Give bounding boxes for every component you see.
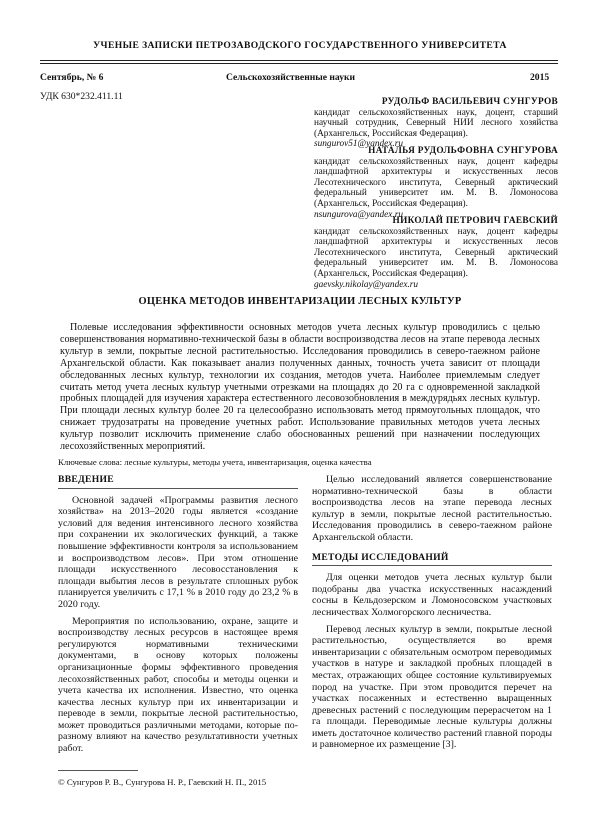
right-column [312,474,552,756]
footnote-rule [58,770,138,771]
udk-code: УДК 630*232.411.11 [40,91,123,102]
section-heading: ВВЕДЕНИЕ [58,474,298,489]
header-rule-bottom [40,63,558,64]
journal-title: УЧЕНЫЕ ЗАПИСКИ ПЕТРОЗАВОДСКОГО ГОСУДАРСТВЕННОГО УНИВЕРСИТЕТА [93,40,507,51]
paragraph: Основной задачей «Программы развития лесного хозяйства» на 2013–2020 годы является «создание условий для ведения интенсивного лесного хозяйства при сохранении их экологических функций, а также повышение эффективности контроля за использованием и воспроизводством лесов». При этом отношение площади искусственного лесовосстановления к площади выбытия лесов в результате сплошных рубок планируется увеличить с 17,1 % в 2010 году до 23,2 % в 2020 году. [58,494,298,610]
author-name: РУДОЛЬФ ВАСИЛЬЕВИЧ СУНГУРОВ [381,97,558,107]
paragraph: Целью исследований является совершенствование нормативно-технической базы в области воспроизводства лесов на этапе перевода лесных культур в земли, покрытые лесной растительностью. Исследования проводились в северо-таежном районе Архангельской области. [312,474,552,543]
field-label: Сельскохозяйственные науки [226,72,356,83]
left-column [58,474,298,760]
author-email: sungurov51@yandex.ru [314,139,404,150]
section-heading: МЕТОДЫ ИССЛЕДОВАНИЙ [312,552,552,567]
author-affiliation: кандидат сельскохозяйственных наук, доцент кафедры ландшафтной архитектуры и искусственных лесов Лесотехнического института, Северный арктический федеральный университет им. М. В. Ломоносова (Архангельск, Российская Федерация). [314,226,558,279]
keywords: Ключевые слова: лесные культуры, методы учета, инвентаризация, оценка качества [58,457,372,467]
author-affiliation: кандидат сельскохозяйственных наук, доцент кафедры ландшафтной архитектуры и искусственных лесов Лесотехнического института, Северный арктический федеральный университет им. М. В. Ломоносова (Архангельск, Российская Федерация). [314,156,558,209]
author-email: gaevsky.nikolay@yandex.ru [314,279,419,290]
year-label: 2015 [530,72,550,83]
paragraph: Для оценки методов учета лесных культур были подобраны два участка искусственных насаждений сосны в Кельдозерском и Ломоносовском участковых лесничествах Холмогорского лесничества. [312,572,552,618]
paragraph: Перевод лесных культур в земли, покрытые лесной растительностью, осуществляется во время инвентаризации с обязательным осмотром переводимых участков в натуре и закладкой пробных площадей в местах, отражающих общее состояние культивируемых пород на участке. При этом проводится перечет на участках посаженных и естественно выращенных древесных растений с последующим перерасчетом на 1 га площади. Переводимые лесные культуры должны иметь достаточное количество растений главной породы и равномерное их размещение [3]. [312,623,552,751]
author-affiliation: кандидат сельскохозяйственных наук, доцент, старший научный сотрудник, Северный НИИ лесного хозяйства (Архангельск, Российская Федерация). [314,107,558,139]
author-block [314,216,558,290]
header-rule-top [40,60,558,61]
author-block [314,97,558,150]
article-title: ОЦЕНКА МЕТОДОВ ИНВЕНТАРИЗАЦИИ ЛЕСНЫХ КУЛЬТУР [138,296,462,307]
author-block [314,146,558,220]
author-name: НИКОЛАЙ ПЕТРОВИЧ ГАЕВСКИЙ [392,216,558,226]
copyright-note: © Сунгуров Р. В., Сунгурова Н. Р., Гаевский Н. П., 2015 [58,777,267,787]
issue-label: Сентябрь, № 6 [40,72,104,83]
paragraph: Мероприятия по использованию, охране, защите и воспроизводству лесных ресурсов в настоящее время регулируются нормативными техническими документами, в основу которых положены организационные формы эффективного проведения лесохозяйственных работ, способы и методы оценки и учета качества их исполнения. Известно, что оценка качества лесных культур при их инвентаризации и переводе в земли, покрытые лесной растительностью, может проводиться различными методами, которые по-разному влияют на качество результативности учетных работ. [58,615,298,755]
author-name: НАТАЛЬЯ РУДОЛЬФОВНА СУНГУРОВА [368,146,558,156]
author-email: nsungurova@yandex.ru [314,209,404,220]
abstract: Полевые исследования эффективности основных методов учета лесных культур проводились с целью совершенствования нормативно-технической базы в области воспроизводства лесов на этапе перевода лесных культур в земли, покрытые лесной растительностью. Исследования проводились в северо-таежном районе Архангельской области. Как показывает анализ полученных данных, точность учета зависит от площади обследованных лесных культур, технологии их создания, методов учета. Наиболее приемлемым следует считать метод учета лесных культур учетными отрезками на площадях до 20 га с одновременной закладкой пробных площадей для изучения характера естественного лесовозобновления в междурядьях лесных культур. При площади лесных культур более 20 га целесообразно использовать метод прямоугольных площадок, что снижает трудозатраты на проведение учетных работ. Использование правильных методов учета лесных культур позволит исключить применение слабо обоснованных решений при назначении последующих лесохозяйственных мероприятий. [60,322,540,453]
